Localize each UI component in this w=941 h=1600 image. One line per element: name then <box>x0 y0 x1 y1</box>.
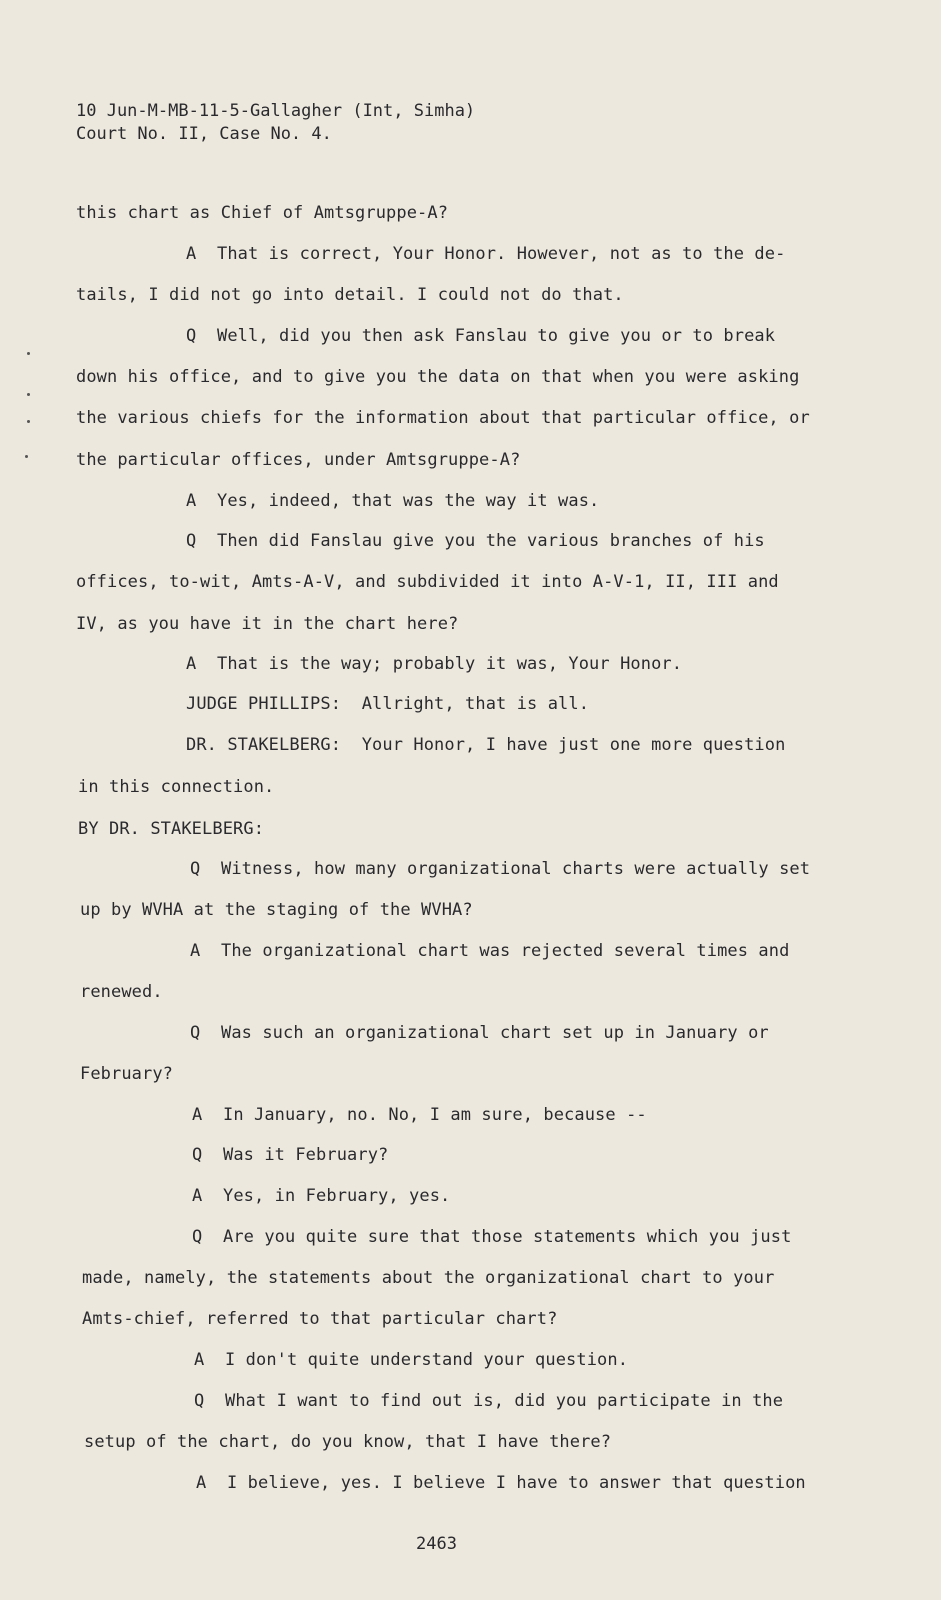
transcript-line: tails, I did not go into detail. I could not do that. <box>76 285 624 305</box>
header-line-2: Court No. II, Case No. 4. <box>76 124 332 144</box>
transcript-line: in this connection. <box>78 777 275 797</box>
transcript-line: A That is the way; probably it was, Your Honor. <box>186 654 683 674</box>
transcript-line: renewed. <box>80 982 163 1002</box>
transcript-line: up by WVHA at the staging of the WVHA? <box>80 900 473 920</box>
transcript-line: DR. STAKELBERG: Your Honor, I have just one more question <box>186 735 786 755</box>
margin-speck <box>27 352 30 355</box>
transcript-line: the particular offices, under Amtsgruppe-A? <box>76 450 521 470</box>
transcript-line: offices, to-wit, Amts-A-V, and subdivided it into A-V-1, II, III and <box>76 572 779 592</box>
transcript-line: made, namely, the statements about the organizational chart to your <box>82 1268 775 1288</box>
transcript-line: A In January, no. No, I am sure, because -- <box>192 1105 647 1125</box>
transcript-line: A The organizational chart was rejected several times and <box>190 941 790 961</box>
transcript-line: BY DR. STAKELBERG: <box>78 819 265 839</box>
transcript-line: the various chiefs for the information about that particular office, or <box>76 408 810 428</box>
page-number: 2463 <box>416 1534 457 1554</box>
transcript-line: this chart as Chief of Amtsgruppe-A? <box>76 203 449 223</box>
transcript-line: setup of the chart, do you know, that I have there? <box>84 1432 612 1452</box>
transcript-line: Q Then did Fanslau give you the various branches of his <box>186 531 765 551</box>
transcript-line: A Yes, indeed, that was the way it was. <box>186 491 600 511</box>
margin-speck <box>27 420 30 423</box>
transcript-line: Q Are you quite sure that those statements which you just <box>192 1227 792 1247</box>
transcript-line: Q Was it February? <box>192 1145 389 1165</box>
transcript-line: A Yes, in February, yes. <box>192 1186 451 1206</box>
transcript-line: Q Was such an organizational chart set up in January or <box>190 1023 769 1043</box>
transcript-line: A That is correct, Your Honor. However, not as to the de- <box>186 244 786 264</box>
transcript-line: February? <box>80 1064 174 1084</box>
transcript-line: Q Well, did you then ask Fanslau to give you or to break <box>186 326 776 346</box>
transcript-line: Amts-chief, referred to that particular chart? <box>82 1309 558 1329</box>
document-header <box>76 100 475 146</box>
transcript-line: Q What I want to find out is, did you participate in the <box>194 1391 784 1411</box>
margin-speck <box>27 393 30 396</box>
transcript-line: IV, as you have it in the chart here? <box>76 614 459 634</box>
transcript-line: JUDGE PHILLIPS: Allright, that is all. <box>186 694 590 714</box>
transcript-line: A I don't quite understand your question. <box>194 1350 629 1370</box>
margin-speck <box>25 455 28 458</box>
transcript-line: Q Witness, how many organizational charts were actually set <box>190 859 811 879</box>
transcript-line: A I believe, yes. I believe I have to answer that question <box>196 1473 806 1493</box>
header-line-1: 10 Jun-M-MB-11-5-Gallagher (Int, Simha) <box>76 101 476 121</box>
transcript-line: down his office, and to give you the data on that when you were asking <box>76 367 800 387</box>
